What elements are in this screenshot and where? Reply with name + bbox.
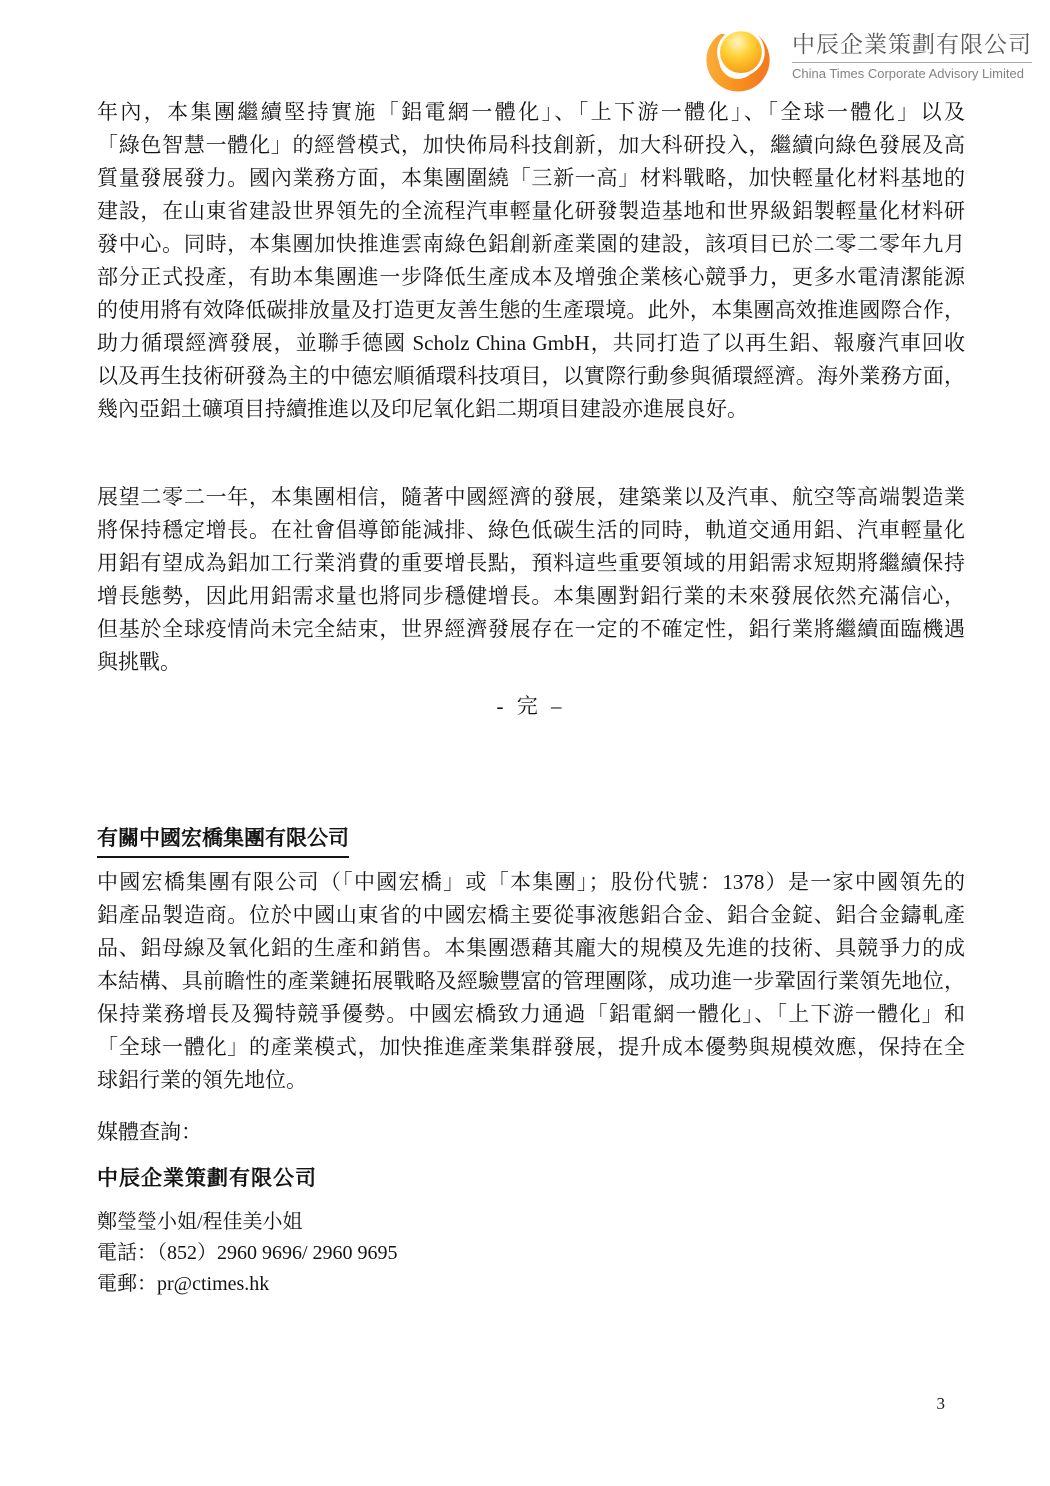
text-line: 以及再生技術研發為主的中德宏順循環科技項目，以實際行動參與循環經濟。海外業務方面， <box>97 364 965 388</box>
text-line: 與挑戰。 <box>97 650 181 674</box>
contact-persons: 鄭瑩瑩小姐/程佳美小姐 <box>97 1211 303 1233</box>
media-enquiries-label: 媒體查詢： <box>97 1120 202 1144</box>
text-line: 建設，在山東省建設世界領先的全流程汽車輕量化研發製造基地和世界級鋁製輕量化材料研 <box>97 199 965 223</box>
text-line: 幾內亞鋁土礦項目持續推進以及印尼氧化鋁二期項目建設亦進展良好。 <box>97 397 748 421</box>
about-heading-text: 有關中國宏橋集團有限公司 <box>97 822 349 858</box>
page-number: 3 <box>936 1394 945 1413</box>
text-line: 年內，本集團繼續堅持實施「鋁電網一體化」、「上下游一體化」、「全球一體化」以及 <box>97 100 965 124</box>
logo-company-name-en: China Times Corporate Advisory Limited <box>792 66 1024 81</box>
text-line: 發中心。同時，本集團加快推進雲南綠色鋁創新產業園的建設，該項目已於二零二零年九月 <box>97 232 965 256</box>
text-line: 本結構、具前瞻性的產業鏈拓展戰略及經驗豐富的管理團隊，成功進一步鞏固行業領先地位， <box>97 969 965 993</box>
text-line: 部分正式投產，有助本集團進一步降低生產成本及增強企業核心競爭力，更多水電清潔能源 <box>97 265 965 289</box>
paragraph-outlook <box>97 481 965 679</box>
logo-company-name-zh: 中辰企業策劃有限公司 <box>792 31 1032 57</box>
text-line: 助力循環經濟發展，並聯手德國 Scholz China GmbH，共同打造了以再生鋁、報廢汽車回收 <box>97 331 965 355</box>
about-section-heading <box>97 822 965 858</box>
paragraph-business-review <box>97 96 965 426</box>
media-contact-block <box>97 1207 965 1300</box>
text-line: 質量發展發力。國內業務方面，本集團圍繞「三新一高」材料戰略，加快輕量化材料基地的 <box>97 166 965 190</box>
text-line: 展望二零二一年，本集團相信，隨著中國經濟的發展，建築業以及汽車、航空等高端製造業 <box>97 485 965 509</box>
text-line: 「綠色智慧一體化」的經營模式，加快佈局科技創新，加大科研投入，繼續向綠色發展及高 <box>97 133 965 157</box>
contact-phone: 電話：（852）2960 9696/ 2960 9695 <box>97 1242 398 1264</box>
text-line: 保持業務增長及獨特競爭優勢。中國宏橋致力通過「鋁電網一體化」、「上下游一體化」和 <box>97 1002 965 1026</box>
text-line: 的使用將有效降低碳排放量及打造更友善生態的生產環境。此外，本集團高效推進國際合作， <box>97 298 965 322</box>
company-logo <box>694 24 1032 92</box>
logo-divider <box>792 62 1032 63</box>
sun-swirl-logo-icon <box>694 24 784 92</box>
media-company-name: 中辰企業策劃有限公司 <box>97 1166 317 1190</box>
text-line: 品、鋁母線及氧化鋁的生產和銷售。本集團憑藉其龐大的規模及先進的技術、具競爭力的成 <box>97 936 965 960</box>
text-line: 「全球一體化」的產業模式，加快推進產業集群發展，提升成本優勢與規模效應，保持在全 <box>97 1035 965 1059</box>
paragraph-about-company <box>97 866 965 1097</box>
text-line: 用鋁有望成為鋁加工行業消費的重要增長點，預料這些重要領域的用鋁需求短期將繼續保持 <box>97 551 965 575</box>
text-line: 中國宏橋集團有限公司（「中國宏橋」或「本集團」；股份代號：1378）是一家中國領先的 <box>97 870 965 894</box>
text-line: 但基於全球疫情尚未完全結束，世界經濟發展存在一定的不確定性，鋁行業將繼續面臨機遇 <box>97 617 965 641</box>
end-marker: - 完 – <box>496 694 566 718</box>
contact-email: 電郵：pr@ctimes.hk <box>97 1273 270 1295</box>
text-line: 增長態勢，因此用鋁需求量也將同步穩健增長。本集團對鋁行業的未來發展依然充滿信心， <box>97 584 965 608</box>
logo-text-block <box>792 24 1032 81</box>
text-line: 鋁產品製造商。位於中國山東省的中國宏橋主要從事液態鋁合金、鋁合金錠、鋁合金鑄軋產 <box>97 903 965 927</box>
text-line: 球鋁行業的領先地位。 <box>97 1068 307 1092</box>
text-line: 將保持穩定增長。在社會倡導節能減排、綠色低碳生活的同時，軌道交通用鋁、汽車輕量化 <box>97 518 965 542</box>
